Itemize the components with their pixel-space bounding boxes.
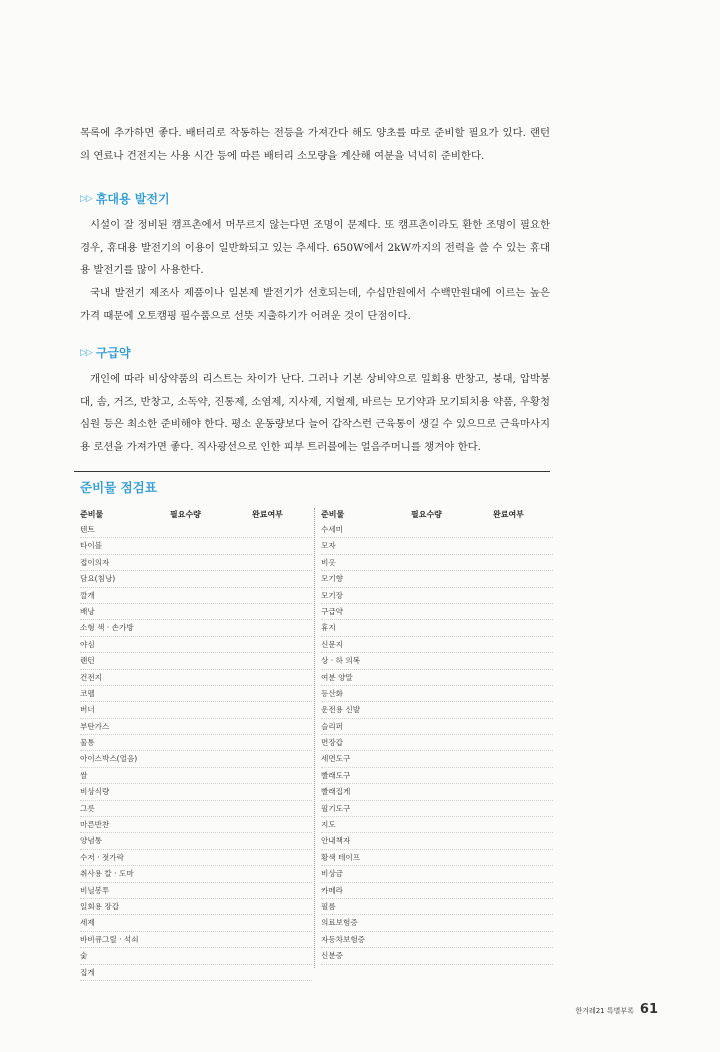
- checklist-row: 휴지: [321, 620, 553, 636]
- checklist-row: 물통: [80, 735, 312, 751]
- checklist-row: 모자: [321, 538, 553, 554]
- checklist-row: 그릇: [80, 801, 312, 817]
- checklist-row: 쌀: [80, 768, 312, 784]
- checklist-row: 슬리퍼: [321, 719, 553, 735]
- generator-paragraph-1: 시설이 잘 정비된 캠프촌에서 머무르지 않는다면 조명이 문제다. 또 캠프촌이라도 환한 조명이 필요한 경우, 휴대용 발전기의 이용이 일반화되고 있는 추세다. 650W에서 2kW까지의 전력을 쓸 수 있는 휴대용 발전기를 많이 사용한다.: [80, 219, 550, 276]
- checklist-row: 안내책자: [321, 833, 553, 849]
- checklist-row: 마른반찬: [80, 817, 312, 833]
- checklist-row: 랜턴: [80, 653, 312, 669]
- page-number: 61: [639, 1002, 658, 1017]
- checklist-row: 비옷: [321, 555, 553, 571]
- double-arrow-icon: ▷▷: [80, 193, 92, 204]
- footer-label: 한겨레21 특별부록: [575, 1007, 634, 1015]
- heading-generator-label: 휴대용 발전기: [95, 192, 170, 206]
- checklist-row: 면장갑: [321, 735, 553, 751]
- checklist-column-left: [80, 508, 312, 981]
- checklist-row: 비상식량: [80, 784, 312, 800]
- checklist-row: 접이의자: [80, 555, 312, 571]
- column-header-row: [80, 508, 312, 522]
- checklist-row: 숯: [80, 948, 312, 964]
- checklist-title: 준비물 점검표: [80, 480, 157, 495]
- checklist-row: 의료보험증: [321, 915, 553, 931]
- checklist-row: 황색 테이프: [321, 850, 553, 866]
- checklist-row: 양념통: [80, 833, 312, 849]
- checklist-row: 깔개: [80, 588, 312, 604]
- checklist-row: 소형 색 · 손가방: [80, 620, 312, 636]
- checklist-body: [74, 500, 550, 980]
- checklist-row: 자동차보험증: [321, 932, 553, 948]
- checklist-row: 빨래집게: [321, 784, 553, 800]
- checklist-row: 구급약: [321, 604, 553, 620]
- column-header-row: [321, 508, 553, 522]
- checklist-row: 타이블: [80, 538, 312, 554]
- checklist-column-right: [321, 508, 553, 965]
- column-header-quantity: 필요수량: [170, 510, 201, 519]
- checklist-left-rows: [80, 522, 312, 981]
- checklist-row: 집게: [80, 965, 312, 981]
- checklist-row: 버너: [80, 702, 312, 718]
- checklist-row: 수저 · 젓가락: [80, 850, 312, 866]
- checklist-row: 세제: [80, 915, 312, 931]
- checklist-table: [74, 471, 550, 980]
- double-arrow-icon: ▷▷: [80, 347, 92, 358]
- checklist-row: 수세미: [321, 522, 553, 538]
- checklist-row: 취사용 칼 · 도마: [80, 866, 312, 882]
- checklist-row: 배낭: [80, 604, 312, 620]
- firstaid-paragraph: 개인에 따라 비상약품의 리스트는 차이가 난다. 그러나 기본 상비약으로 일회용 반창고, 붕대, 압박붕대, 솜, 거즈, 반창고, 소독약, 진통제, 소염제, 지사제, 지혈제, 바르는 모기약과 모기퇴치용 약품, 우황청심원 등은 최소한 준비해야 한다. 평소 운동량보다 늘어 갑작스런 근육통이 생길 수 있으므로 근육마사지용 로션을 가져가면 좋다. 직사광선으로 인한 피부 트러블에는 얼음주머니를 챙겨야 한다.: [80, 373, 550, 453]
- checklist-row: 상 · 하 의복: [321, 653, 553, 669]
- checklist-row: 운전용 신발: [321, 702, 553, 718]
- checklist-row: 코펠: [80, 686, 312, 702]
- checklist-row: 필기도구: [321, 801, 553, 817]
- checklist-row: 아이스박스(얼음): [80, 751, 312, 767]
- column-header-quantity: 필요수량: [411, 510, 442, 519]
- checklist-row: 바비큐그릴 · 석쇠: [80, 932, 312, 948]
- checklist-row: 모기장: [321, 588, 553, 604]
- checklist-row: 여분 양말: [321, 670, 553, 686]
- checklist-row: 신문지: [321, 637, 553, 653]
- page-footer: [575, 1002, 658, 1017]
- checklist-row: 빨래도구: [321, 768, 553, 784]
- checklist-row: 비닐봉투: [80, 883, 312, 899]
- heading-portable-generator: [80, 190, 170, 207]
- checklist-row: 담요(침낭): [80, 571, 312, 587]
- checklist-row: 건전지: [80, 670, 312, 686]
- checklist-row: 등산화: [321, 686, 553, 702]
- column-divider: [314, 508, 315, 968]
- column-header-done: 완료여부: [252, 510, 283, 519]
- checklist-row: 모기향: [321, 571, 553, 587]
- checklist-row: 카메라: [321, 883, 553, 899]
- checklist-right-rows: [321, 522, 553, 965]
- checklist-row: 야심: [80, 637, 312, 653]
- checklist-row: 비상금: [321, 866, 553, 882]
- checklist-row: 텐트: [80, 522, 312, 538]
- checklist-row: 신분증: [321, 948, 553, 964]
- column-header-item: 준비물: [321, 510, 345, 519]
- column-header-done: 완료여부: [493, 510, 524, 519]
- checklist-row: 부탄가스: [80, 719, 312, 735]
- checklist-row: 일회용 장갑: [80, 899, 312, 915]
- checklist-row: 필름: [321, 899, 553, 915]
- checklist-row: 세면도구: [321, 751, 553, 767]
- heading-firstaid-label: 구급약: [95, 346, 131, 360]
- checklist-row: 지도: [321, 817, 553, 833]
- generator-paragraph-2: 국내 발전기 제조사 제품이나 일본제 발전기가 선호되는데, 수십만원에서 수백만원대에 이르는 높은 가격 때문에 오토캠핑 필수품으로 선뜻 지출하기가 어려운 것이 단점이다.: [80, 287, 550, 322]
- column-header-item: 준비물: [80, 510, 104, 519]
- intro-paragraph: 목록에 추가하면 좋다. 배터리로 작동하는 전등을 가져간다 해도 양초를 따로 준비할 필요가 있다. 랜턴의 연료나 건전지는 사용 시간 등에 따른 배터리 소모량을 계산해 여분을 넉넉히 준비한다.: [80, 127, 550, 162]
- heading-first-aid: [80, 344, 131, 361]
